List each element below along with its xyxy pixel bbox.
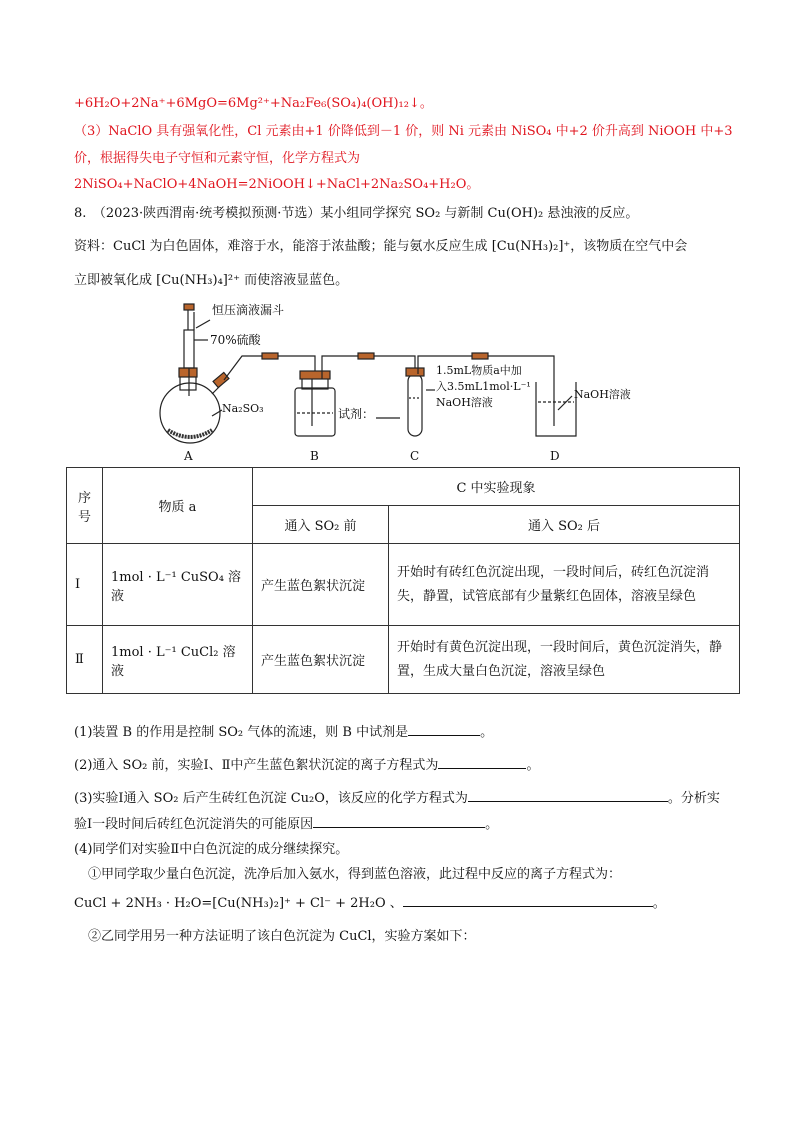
info-line-1: 资料：CuCl 为白色固体，难溶于水，能溶于浓盐酸；能与氨水反应生成 [Cu(NH₃)₂]⁺，该物质在空气中会 <box>74 239 688 254</box>
salt-label: Na₂SO₃ <box>222 402 264 415</box>
answer-line-4: 2NiSO₄+NaClO+4NaOH=2NiOOH↓+NaCl+2Na₂SO₄+H₂O。 <box>74 177 480 192</box>
header-substance: 物质 a <box>103 468 253 544</box>
sub-question-3: (3)实验Ⅰ通入 SO₂ 后产生砖红色沉淀 Cu₂O，该反应的化学方程式为 。分析实 <box>74 791 720 806</box>
test-tube-c-stopper <box>406 368 424 376</box>
answer-blank[interactable] <box>408 723 480 736</box>
flask-stopper <box>179 368 197 377</box>
answer-blank[interactable] <box>403 894 653 907</box>
question-intro: 8. （2023·陕西渭南·统考模拟预测·节选）某小组同学探究 SO₂ 与新制 Cu(OH)₂ 悬浊液的反应。 <box>74 206 639 221</box>
row-index: Ⅰ <box>67 544 103 626</box>
table-row <box>67 544 740 626</box>
sub-question-4-eq: CuCl + 2NH₃ · H₂O=[Cu(NH₃)₂]⁺ + Cl⁻ + 2H₂O 、 。 <box>74 896 666 911</box>
answer-blank[interactable] <box>438 756 526 769</box>
label-a: A <box>184 449 193 463</box>
answer-blank[interactable] <box>313 815 485 828</box>
na2so3-powder <box>168 430 212 437</box>
sub-question-3-cont: 验Ⅰ一段时间后砖红色沉淀消失的可能原因 。 <box>74 817 499 832</box>
row-before: 产生蓝色絮状沉淀 <box>253 544 389 626</box>
row-after: 开始时有黄色沉淀出现，一段时间后，黄色沉淀消失，静置，生成大量白色沉淀，溶液呈绿色 <box>389 626 740 694</box>
row-index: Ⅱ <box>67 626 103 694</box>
beaker-d-label: NaOH溶液 <box>574 388 631 401</box>
sub-question-4-2: ②乙同学用另一种方法证明了该白色沉淀为 CuCl，实验方案如下： <box>88 929 476 944</box>
answer-line-2: （3）NaClO 具有强氧化性，Cl 元素由+1 价降低到－1 价，则 Ni 元素由 NiSO₄ 中+2 价升高到 NiOOH 中+3 <box>74 124 733 139</box>
header-before: 通入 SO₂ 前 <box>253 506 389 544</box>
side-stopper <box>213 372 229 387</box>
table-row <box>67 626 740 694</box>
beaker-d <box>536 382 576 436</box>
clamp-3 <box>472 353 488 359</box>
answer-blank[interactable] <box>468 789 668 802</box>
info-line-2: 立即被氧化成 [Cu(NH₃)₄]²⁺ 而使溶液显蓝色。 <box>74 273 349 288</box>
header-after: 通入 SO₂ 后 <box>389 506 740 544</box>
apparatus-diagram <box>150 298 670 464</box>
tube-c-label-3: NaOH溶液 <box>436 396 493 409</box>
sub-question-4-1: ①甲同学取少量白色沉淀，洗净后加入氨水，得到蓝色溶液，此过程中反应的离子方程式为： <box>88 867 622 882</box>
header-phenomena: C 中实验现象 <box>253 468 740 506</box>
acid-label: 70%硫酸 <box>210 333 261 347</box>
clamp-2 <box>358 353 374 359</box>
experiment-table <box>66 467 740 694</box>
round-bottom-flask <box>160 383 220 443</box>
row-substance: 1mol · L⁻¹ CuSO₄ 溶液 <box>103 544 253 626</box>
sub-question-1: (1)装置 B 的作用是控制 SO₂ 气体的流速，则 B 中试剂是 。 <box>74 725 494 740</box>
test-tube-c <box>408 374 422 436</box>
sub-question-4: (4)同学们对实验Ⅱ中白色沉淀的成分继续探究。 <box>74 842 349 857</box>
reagent-label: 试剂： <box>338 407 375 421</box>
bottle-b <box>295 388 335 436</box>
dropping-funnel <box>184 330 194 368</box>
answer-line-1: +6H₂O+2Na⁺+6MgO=6Mg²⁺+Na₂Fe₆(SO₄)₄(OH)₁₂↓。 <box>74 96 433 111</box>
bottle-b-stopper <box>300 371 330 379</box>
tube-c-label-1: 1.5mL物质a中加 <box>436 364 522 377</box>
label-b: B <box>310 449 319 463</box>
header-index: 序号 <box>67 468 103 544</box>
funnel-stopper <box>184 304 194 310</box>
answer-line-3: 价，根据得失电子守恒和元素守恒，化学方程式为 <box>74 151 361 166</box>
row-after: 开始时有砖红色沉淀出现，一段时间后，砖红色沉淀消失，静置，试管底部有少量紫红色固体，溶液呈绿色 <box>389 544 740 626</box>
funnel-label: 恒压滴液漏斗 <box>212 303 285 317</box>
row-substance: 1mol · L⁻¹ CuCl₂ 溶液 <box>103 626 253 694</box>
label-d: D <box>550 449 560 463</box>
label-c: C <box>410 449 420 463</box>
sub-question-2: (2)通入 SO₂ 前，实验Ⅰ、Ⅱ中产生蓝色絮状沉淀的离子方程式为 。 <box>74 758 540 773</box>
tube-c-label-2: 入3.5mL1mol·L⁻¹ <box>436 380 531 393</box>
row-before: 产生蓝色絮状沉淀 <box>253 626 389 694</box>
clamp-1 <box>262 353 278 359</box>
